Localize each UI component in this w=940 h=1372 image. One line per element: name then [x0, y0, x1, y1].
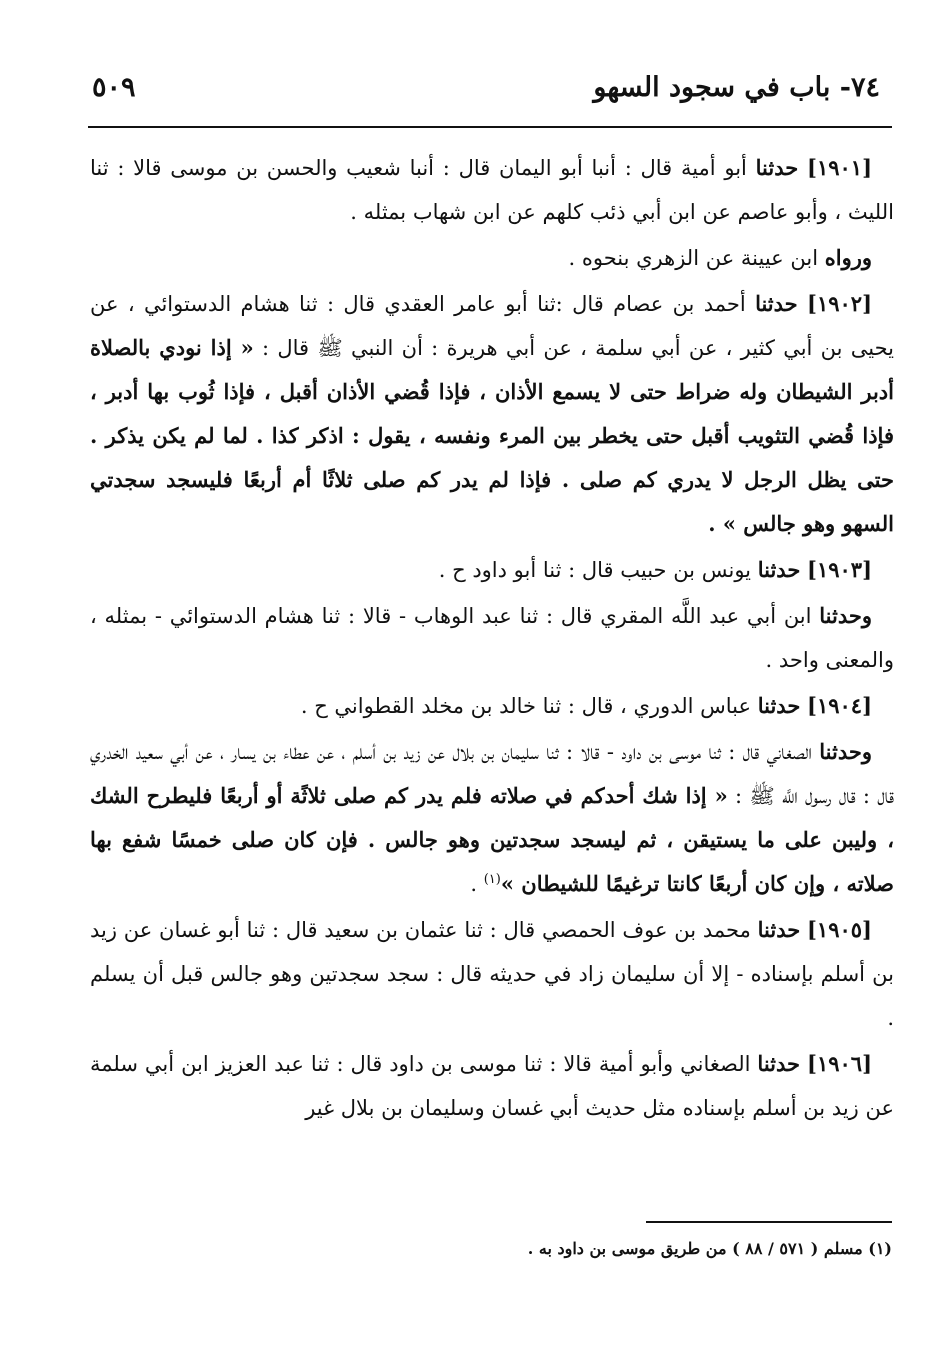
running-header	[88, 72, 880, 116]
hadith-number: [١٩٠٦]	[807, 1051, 872, 1076]
hadith-1903	[90, 548, 894, 592]
chapter-title: ٧٤- باب في سجود السهو	[593, 72, 880, 103]
footnote-reference[interactable]: (١)	[483, 872, 501, 887]
hadith-text: أحمد بن عصام قال :ثنا أبو عامر العقدي قال : ثنا هشام الدستوائي ، عن يحيى بن أبي كثير ، عن أبي سلمة ، عن أبي هريرة : أن النبي ﷺ قال :	[90, 292, 894, 360]
hadith-text: أبو أمية قال : أنبا أبو اليمان قال : أنبا شعيب والحسن بن موسى قالا : ثنا الليث ، وأبو عاصم عن ابن أبي ذئب كلهم عن ابن شهاب بمثله .	[90, 156, 894, 224]
hadith-1903-second-chain	[90, 594, 894, 682]
hadith-number: [١٩٠٢]	[807, 291, 872, 316]
hadith-number: [١٩٠٣]	[807, 557, 872, 582]
hadith-text: الصغاني قال : ثنا موسى بن داود - قالا : ثنا سليمان بن بلال عن زيد بن أسلم ، عن عطاء بن يسار ، عن أبي سعيد الخدري قال : قال رسول اللَّه ﷺ :	[90, 740, 894, 808]
hadith-text: محمد بن عوف الحمصي قال : ثنا عثمان بن سعيد قال : ثنا أبو غسان عن زيد بن أسلم بإسناده - إلا أن سليمان زاد في حديثه قال : سجد سجدتين وهو جالس قبل أن يسلم .	[90, 918, 894, 1030]
hadith-number: [١٩٠١]	[807, 155, 872, 180]
sentence-end: .	[470, 872, 478, 896]
hadith-matn: « إذا نودي بالصلاة أدبر الشيطان وله ضراط حتى لا يسمع الأذان ، فإذا قُضي الأذان أقبل ، فإذا ثُوب بها أدبر ، فإذا قُضي التثويب أقبل حتى يخطر بين المرء ونفسه ، يقول : اذكر كذا . لما لم يكن يذكر . حتى يظل الرجل لا يدري كم صلى . فإذا لم يدر كم صلى ثلاثًا أم أربعًا فليسجد سجدتي السهو وهو جالس » .	[90, 335, 894, 536]
hadith-number: [١٩٠٤]	[807, 693, 872, 718]
hadith-number: [١٩٠٥]	[806, 917, 872, 942]
footnote-divider	[646, 1221, 892, 1223]
hadith-lead-word: وحدثنا	[819, 739, 872, 764]
hadith-text: الصغاني وأبو أمية قالا : ثنا موسى بن داود قال : ثنا عبد العزيز ابن أبي سلمة عن زيد بن أسلم بإسناده مثل حديث أبي غسان وسليمان بن بلال غير	[90, 1052, 894, 1120]
hadith-1901-riwaya	[90, 236, 894, 280]
hadith-1905	[90, 908, 894, 1040]
hadith-text: عباس الدوري ، قال : ثنا خالد بن مخلد القطواني ح .	[300, 694, 752, 718]
footnote: (١) مسلم ( ٥٧١ / ٨٨ ) من طريق موسى بن داود به .	[527, 1239, 892, 1258]
hadith-1902	[90, 282, 894, 546]
hadith-lead-word: حدثنا	[757, 557, 801, 582]
hadith-lead-word: حدثنا	[757, 1051, 801, 1076]
hadith-1904	[90, 684, 894, 728]
header-divider	[88, 126, 892, 128]
hadith-lead-word: حدثنا	[757, 693, 801, 718]
hadith-lead-word: حدثنا	[755, 155, 799, 180]
hadith-1901	[90, 146, 894, 234]
hadith-lead-word: وحدثنا	[819, 603, 872, 628]
hadith-text-body	[90, 146, 894, 1132]
hadith-text: ابن عيينة عن الزهري بنحوه .	[568, 246, 819, 270]
hadith-matn: « إذا شك أحدكم في صلاته فلم يدر كم صلى ثلاثًة أو أربعًا فليطرح الشك ، وليبن على ما يستيقن ، ثم ليسجد سجدتين وهو جالس . فإن كان صلى خمسًا شفع بها صلاته ، وإن كان أربعًا كانتا ترغيمًا للشيطان »	[90, 783, 894, 896]
hadith-text: يونس بن حبيب قال : ثنا أبو داود ح .	[438, 558, 752, 582]
hadith-1906	[90, 1042, 894, 1130]
page-number: ٥٠٩	[92, 72, 136, 103]
hadith-1904-second-chain	[90, 730, 894, 906]
hadith-lead-word: حدثنا	[755, 291, 798, 316]
hadith-lead-word: ورواه	[824, 245, 872, 270]
hadith-text: ابن أبي عبد اللَّه المقري قال : ثنا عبد الوهاب - قالا : ثنا هشام الدستوائي - بمثله ، والمعنى واحد .	[90, 604, 894, 672]
hadith-lead-word: حدثنا	[757, 917, 801, 942]
